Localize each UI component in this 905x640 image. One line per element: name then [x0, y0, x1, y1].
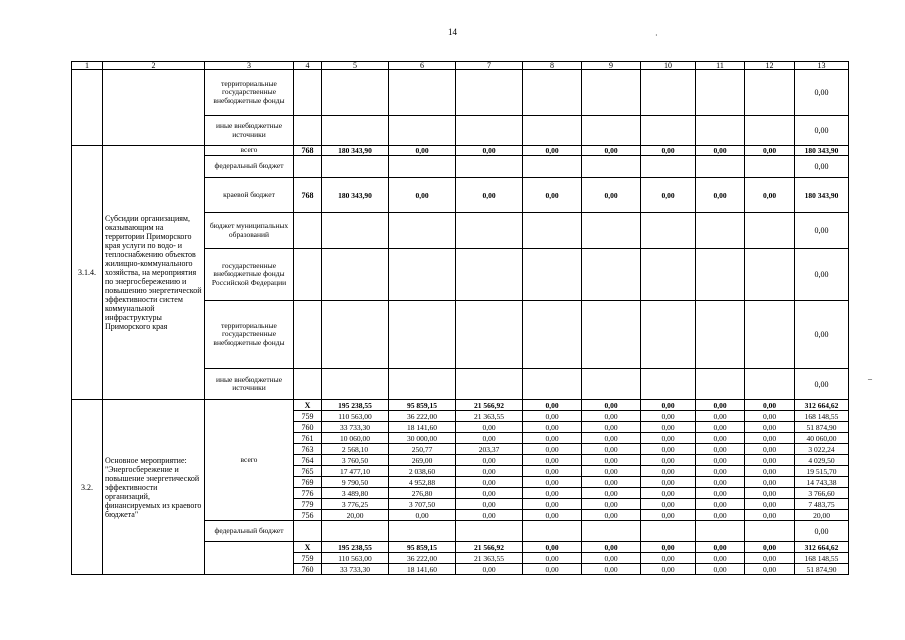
value-cell: 7 483,75 — [795, 499, 849, 510]
value-cell: 0,00 — [582, 488, 641, 499]
total-cell: 0,00 — [795, 70, 849, 116]
table-cell — [456, 70, 523, 116]
value-cell: 0,00 — [745, 433, 795, 444]
value-cell: 0,00 — [745, 510, 795, 521]
table-cell — [696, 213, 745, 249]
table-cell — [322, 70, 389, 116]
value-cell: 95 859,15 — [389, 400, 456, 411]
table-cell — [641, 70, 696, 116]
value-cell: 180 343,90 — [322, 178, 389, 213]
value-cell: 0,00 — [696, 411, 745, 422]
table-cell — [322, 213, 389, 249]
table-cell — [294, 116, 322, 146]
table-cell — [389, 116, 456, 146]
table-cell — [696, 156, 745, 178]
table-cell — [745, 70, 795, 116]
value-cell: 0,00 — [582, 510, 641, 521]
table-cell — [389, 249, 456, 301]
value-cell: 180 343,90 — [795, 178, 849, 213]
table-cell — [389, 156, 456, 178]
table-cell — [696, 521, 745, 542]
value-cell: 0,00 — [523, 564, 582, 575]
table-cell — [322, 249, 389, 301]
value-cell: 0,00 — [523, 477, 582, 488]
source-label: всего — [205, 400, 294, 521]
table-cell — [523, 301, 582, 369]
value-cell: 0,00 — [582, 400, 641, 411]
table-cell — [322, 521, 389, 542]
table-cell — [456, 369, 523, 400]
value-cell: 269,00 — [389, 455, 456, 466]
value-cell: 0,00 — [696, 400, 745, 411]
table-cell — [582, 116, 641, 146]
value-cell: 0,00 — [641, 477, 696, 488]
code-cell: 763 — [294, 444, 322, 455]
value-cell: 0,00 — [389, 146, 456, 156]
value-cell: 0,00 — [745, 477, 795, 488]
table-cell — [294, 213, 322, 249]
table-cell — [696, 369, 745, 400]
table-cell — [582, 521, 641, 542]
table-cell — [696, 70, 745, 116]
value-cell: 0,00 — [523, 400, 582, 411]
table-cell — [582, 213, 641, 249]
value-cell: 0,00 — [582, 499, 641, 510]
source-label: федеральный бюджет — [205, 156, 294, 178]
value-cell: 0,00 — [523, 455, 582, 466]
value-cell: 0,00 — [696, 542, 745, 553]
value-cell: 0,00 — [523, 542, 582, 553]
value-cell: 18 141,60 — [389, 564, 456, 575]
value-cell: 0,00 — [696, 455, 745, 466]
value-cell: 95 859,15 — [389, 542, 456, 553]
column-header: 10 — [641, 62, 696, 70]
value-cell: 0,00 — [745, 422, 795, 433]
value-cell: 21 363,55 — [456, 411, 523, 422]
total-cell: 0,00 — [795, 116, 849, 146]
table-row — [72, 400, 849, 411]
total-cell: 0,00 — [795, 213, 849, 249]
column-header: 7 — [456, 62, 523, 70]
value-cell: 0,00 — [456, 433, 523, 444]
value-cell: 0,00 — [389, 178, 456, 213]
source-label: федеральный бюджет — [205, 521, 294, 542]
value-cell: 36 222,00 — [389, 411, 456, 422]
value-cell: 0,00 — [641, 553, 696, 564]
value-cell: 0,00 — [745, 178, 795, 213]
value-cell: 180 343,90 — [322, 146, 389, 156]
value-cell: 0,00 — [641, 488, 696, 499]
value-cell: 276,80 — [389, 488, 456, 499]
value-cell: 0,00 — [523, 433, 582, 444]
value-cell: 0,00 — [641, 422, 696, 433]
source-label: территориальные государственные внебюджетные фонды — [205, 301, 294, 369]
table-row — [72, 146, 849, 156]
value-cell: 3 707,50 — [389, 499, 456, 510]
table-cell — [456, 156, 523, 178]
source-label: территориальные государственные внебюджетные фонды — [205, 70, 294, 116]
value-cell: 0,00 — [582, 455, 641, 466]
table-cell — [294, 70, 322, 116]
value-cell: 0,00 — [582, 422, 641, 433]
value-cell: 20,00 — [322, 510, 389, 521]
table-cell — [205, 542, 294, 575]
table-cell — [389, 301, 456, 369]
value-cell: 0,00 — [745, 564, 795, 575]
value-cell: 0,00 — [745, 466, 795, 477]
value-cell: 0,00 — [696, 510, 745, 521]
source-label: иные внебюджетные источники — [205, 116, 294, 146]
table-cell — [582, 249, 641, 301]
value-cell: 0,00 — [696, 422, 745, 433]
table-cell — [523, 213, 582, 249]
value-cell: 40 060,00 — [795, 433, 849, 444]
value-cell: 0,00 — [456, 477, 523, 488]
value-cell: 0,00 — [641, 510, 696, 521]
value-cell: 0,00 — [582, 466, 641, 477]
table-cell — [641, 156, 696, 178]
value-cell: 0,00 — [456, 564, 523, 575]
page-number: 14 — [448, 27, 457, 37]
item-number: 3.1.4. — [72, 146, 103, 400]
value-cell: 0,00 — [582, 444, 641, 455]
value-cell: 0,00 — [523, 146, 582, 156]
value-cell: 168 148,55 — [795, 553, 849, 564]
total-cell: 0,00 — [795, 301, 849, 369]
value-cell: 203,37 — [456, 444, 523, 455]
code-cell: 776 — [294, 488, 322, 499]
table-cell — [745, 156, 795, 178]
table-cell — [322, 301, 389, 369]
value-cell: 0,00 — [582, 542, 641, 553]
value-cell: 0,00 — [523, 444, 582, 455]
value-cell: 10 060,00 — [322, 433, 389, 444]
value-cell: 36 222,00 — [389, 553, 456, 564]
margin-dot: · — [655, 31, 658, 40]
column-header: 11 — [696, 62, 745, 70]
table-cell — [641, 249, 696, 301]
value-cell: 0,00 — [745, 411, 795, 422]
item-description: Субсидии организациям, оказывающим на территории Приморского края услуги по водо- и теплоснабжению объектов жилищно-коммунального хозяйства, на мероприятия по энергосбережению и повышению энергетической эффективности систем коммунальной инфраструктуры Приморского края — [103, 146, 205, 400]
source-label: иные внебюджетные источники — [205, 369, 294, 400]
table-cell — [641, 521, 696, 542]
value-cell: 180 343,90 — [795, 146, 849, 156]
value-cell: 0,00 — [456, 178, 523, 213]
table-cell — [389, 70, 456, 116]
value-cell: 0,00 — [696, 477, 745, 488]
value-cell: 2 568,10 — [322, 444, 389, 455]
item-description: Основное мероприятие: "Энергосбережение и повышение энергетической эффективности организаций, финансируемых из краевого бюджета" — [103, 400, 205, 575]
value-cell: 0,00 — [641, 564, 696, 575]
column-header: 1 — [72, 62, 103, 70]
value-cell: 0,00 — [745, 455, 795, 466]
total-cell: 0,00 — [795, 369, 849, 400]
value-cell: 0,00 — [696, 488, 745, 499]
table-cell — [523, 249, 582, 301]
value-cell: 312 664,62 — [795, 400, 849, 411]
value-cell: 4 029,50 — [795, 455, 849, 466]
value-cell: 51 874,90 — [795, 422, 849, 433]
value-cell: 0,00 — [696, 499, 745, 510]
table-cell — [523, 369, 582, 400]
value-cell: 0,00 — [523, 488, 582, 499]
code-cell: X — [294, 542, 322, 553]
margin-dash: – — [868, 374, 872, 383]
value-cell: 2 038,60 — [389, 466, 456, 477]
value-cell: 0,00 — [696, 466, 745, 477]
value-cell: 0,00 — [456, 455, 523, 466]
value-cell: 0,00 — [582, 553, 641, 564]
source-label: бюджет муниципальных образований — [205, 213, 294, 249]
value-cell: 3 760,50 — [322, 455, 389, 466]
code-cell: 759 — [294, 553, 322, 564]
value-cell: 0,00 — [523, 178, 582, 213]
code-cell: 765 — [294, 466, 322, 477]
code-cell: 768 — [294, 178, 322, 213]
code-cell: 779 — [294, 499, 322, 510]
table-cell — [745, 369, 795, 400]
value-cell: 0,00 — [696, 178, 745, 213]
value-cell: 0,00 — [745, 488, 795, 499]
budget-table — [71, 61, 849, 575]
value-cell: 0,00 — [389, 510, 456, 521]
value-cell: 33 733,30 — [322, 564, 389, 575]
value-cell: 195 238,55 — [322, 400, 389, 411]
value-cell: 14 743,38 — [795, 477, 849, 488]
value-cell: 312 664,62 — [795, 542, 849, 553]
column-header: 9 — [582, 62, 641, 70]
total-cell: 0,00 — [795, 521, 849, 542]
table-cell — [294, 301, 322, 369]
code-cell: 756 — [294, 510, 322, 521]
column-header: 6 — [389, 62, 456, 70]
value-cell: 0,00 — [641, 178, 696, 213]
column-header: 12 — [745, 62, 795, 70]
table-cell — [294, 369, 322, 400]
code-cell: 764 — [294, 455, 322, 466]
table-cell — [523, 70, 582, 116]
table-cell — [523, 521, 582, 542]
value-cell: 0,00 — [641, 400, 696, 411]
value-cell: 0,00 — [696, 146, 745, 156]
value-cell: 21 363,55 — [456, 553, 523, 564]
column-header: 8 — [523, 62, 582, 70]
table-cell — [456, 213, 523, 249]
value-cell: 0,00 — [582, 477, 641, 488]
table-cell — [582, 156, 641, 178]
value-cell: 0,00 — [582, 433, 641, 444]
value-cell: 19 515,70 — [795, 466, 849, 477]
table-cell — [641, 213, 696, 249]
value-cell: 0,00 — [456, 146, 523, 156]
value-cell: 0,00 — [696, 564, 745, 575]
value-cell: 250,77 — [389, 444, 456, 455]
source-label: краевой бюджет — [205, 178, 294, 213]
table-cell — [745, 213, 795, 249]
value-cell: 110 563,00 — [322, 411, 389, 422]
source-label: всего — [205, 146, 294, 156]
table-cell — [294, 156, 322, 178]
value-cell: 0,00 — [641, 444, 696, 455]
value-cell: 3 489,80 — [322, 488, 389, 499]
code-cell: 761 — [294, 433, 322, 444]
item-number: 3.2. — [72, 400, 103, 575]
value-cell: 0,00 — [641, 499, 696, 510]
value-cell: 0,00 — [582, 411, 641, 422]
source-label: государственные внебюджетные фонды Российской Федерации — [205, 249, 294, 301]
value-cell: 0,00 — [456, 499, 523, 510]
value-cell: 0,00 — [745, 146, 795, 156]
column-header: 2 — [103, 62, 205, 70]
value-cell: 17 477,10 — [322, 466, 389, 477]
code-cell: X — [294, 400, 322, 411]
value-cell: 0,00 — [523, 422, 582, 433]
column-header: 4 — [294, 62, 322, 70]
table-cell — [696, 249, 745, 301]
total-cell: 0,00 — [795, 249, 849, 301]
value-cell: 0,00 — [523, 510, 582, 521]
value-cell: 0,00 — [456, 422, 523, 433]
table-cell — [641, 116, 696, 146]
value-cell: 0,00 — [745, 499, 795, 510]
value-cell: 0,00 — [523, 466, 582, 477]
value-cell: 4 952,88 — [389, 477, 456, 488]
value-cell: 195 238,55 — [322, 542, 389, 553]
value-cell: 33 733,30 — [322, 422, 389, 433]
value-cell: 0,00 — [641, 466, 696, 477]
table-cell — [456, 301, 523, 369]
table-cell — [72, 70, 103, 146]
value-cell: 0,00 — [523, 411, 582, 422]
total-cell: 0,00 — [795, 156, 849, 178]
value-cell: 0,00 — [641, 542, 696, 553]
value-cell: 0,00 — [641, 455, 696, 466]
value-cell: 0,00 — [523, 553, 582, 564]
value-cell: 0,00 — [582, 178, 641, 213]
column-header: 5 — [322, 62, 389, 70]
value-cell: 168 148,55 — [795, 411, 849, 422]
value-cell: 20,00 — [795, 510, 849, 521]
value-cell: 21 566,92 — [456, 400, 523, 411]
table-row — [72, 62, 849, 70]
value-cell: 0,00 — [456, 466, 523, 477]
table-cell — [745, 521, 795, 542]
table-cell — [294, 521, 322, 542]
value-cell: 0,00 — [582, 146, 641, 156]
value-cell: 0,00 — [745, 553, 795, 564]
column-header: 13 — [795, 62, 849, 70]
table-cell — [745, 249, 795, 301]
table-cell — [745, 301, 795, 369]
value-cell: 0,00 — [523, 499, 582, 510]
value-cell: 0,00 — [696, 444, 745, 455]
value-cell: 0,00 — [745, 400, 795, 411]
value-cell: 30 000,00 — [389, 433, 456, 444]
value-cell: 0,00 — [745, 542, 795, 553]
table-cell — [456, 521, 523, 542]
table-cell — [582, 369, 641, 400]
code-cell: 760 — [294, 422, 322, 433]
table-cell — [456, 249, 523, 301]
table-cell — [641, 301, 696, 369]
value-cell: 0,00 — [456, 488, 523, 499]
table-cell — [456, 116, 523, 146]
value-cell: 0,00 — [696, 433, 745, 444]
value-cell: 0,00 — [641, 433, 696, 444]
table-cell — [745, 116, 795, 146]
table-cell — [696, 301, 745, 369]
table-cell — [294, 249, 322, 301]
table-cell — [322, 116, 389, 146]
code-cell: 759 — [294, 411, 322, 422]
code-cell: 768 — [294, 146, 322, 156]
value-cell: 3 766,60 — [795, 488, 849, 499]
value-cell: 0,00 — [641, 411, 696, 422]
table-cell — [389, 213, 456, 249]
table-cell — [641, 369, 696, 400]
value-cell: 110 563,00 — [322, 553, 389, 564]
table-cell — [582, 70, 641, 116]
value-cell: 0,00 — [641, 146, 696, 156]
value-cell: 21 566,92 — [456, 542, 523, 553]
table-row — [72, 70, 849, 116]
value-cell: 9 790,50 — [322, 477, 389, 488]
table-cell — [322, 156, 389, 178]
table-cell — [389, 521, 456, 542]
value-cell: 0,00 — [745, 444, 795, 455]
value-cell: 18 141,60 — [389, 422, 456, 433]
code-cell: 760 — [294, 564, 322, 575]
value-cell: 3 776,25 — [322, 499, 389, 510]
value-cell: 0,00 — [582, 564, 641, 575]
value-cell: 51 874,90 — [795, 564, 849, 575]
table-cell — [389, 369, 456, 400]
table-cell — [696, 116, 745, 146]
table-cell — [523, 116, 582, 146]
column-header: 3 — [205, 62, 294, 70]
value-cell: 0,00 — [696, 553, 745, 564]
value-cell: 3 022,24 — [795, 444, 849, 455]
table-cell — [523, 156, 582, 178]
table-cell — [103, 70, 205, 146]
table-cell — [322, 369, 389, 400]
table-cell — [582, 301, 641, 369]
value-cell: 0,00 — [456, 510, 523, 521]
code-cell: 769 — [294, 477, 322, 488]
